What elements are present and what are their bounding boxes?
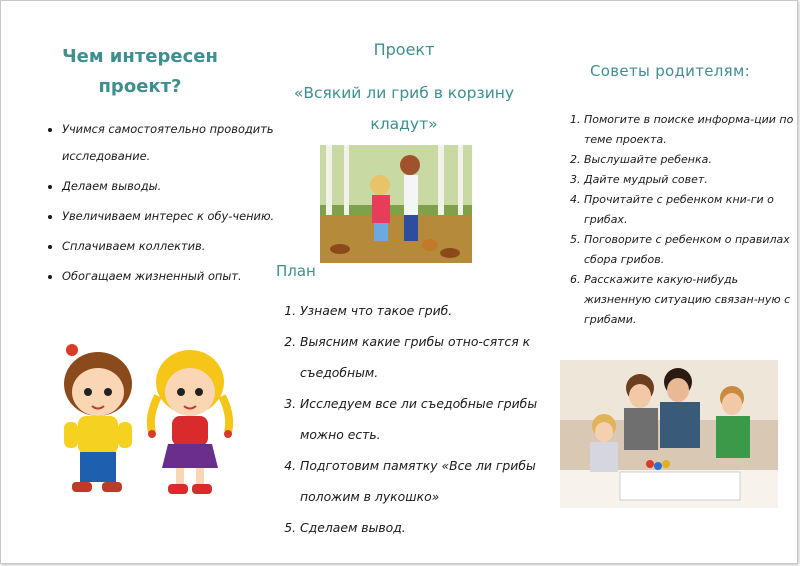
list-item: 4. Подготовим памятку «Все ли грибы положим в лукошко»: [300, 450, 550, 512]
list-item: 3. Исследуем все ли съедобные грибы можно есть.: [300, 388, 550, 450]
list-item: 1. Узнаем что такое гриб.: [300, 295, 550, 326]
parent-tips-title: Советы родителям:: [590, 62, 750, 80]
children-mushroom-forest-photo: [320, 145, 472, 263]
kids-cartoon-illustration: [50, 336, 240, 504]
list-item: • Учимся самостоятельно проводить исследование.: [62, 116, 280, 170]
project-benefits-list: [40, 116, 280, 293]
project-label: Проект: [373, 40, 435, 59]
left-column: [0, 0, 275, 566]
list-item: 6. Расскажите какую-нибудь жизненную ситуацию связан-ную с грибами.: [584, 270, 800, 330]
project-title: «Всякий ли гриб в корзину кладут»: [293, 84, 515, 133]
list-item: 1. Помогите в поиске информа-ции по теме проекта.: [584, 110, 800, 150]
list-item: 2. Выслушайте ребенка.: [584, 150, 800, 170]
list-item: 3. Дайте мудрый совет.: [584, 170, 800, 190]
list-item: 4. Прочитайте с ребенком кни-ги о грибах.: [584, 190, 800, 230]
list-item: • Делаем выводы.: [62, 173, 280, 200]
list-item: 2. Выясним какие грибы отно-сятся к съедобным.: [300, 326, 550, 388]
parent-tips-list: [556, 110, 800, 330]
list-item: • Обогащаем жизненный опыт.: [62, 263, 280, 290]
list-item: • Увеличиваем интерес к обу-чению.: [62, 203, 280, 230]
plan-title: План: [276, 262, 316, 280]
left-column-title: Чем интересен проект?: [62, 46, 218, 97]
list-item: 5. Сделаем вывод.: [300, 512, 550, 543]
family-drawing-photo: [560, 360, 778, 508]
middle-column: [268, 0, 540, 566]
right-column: [540, 0, 800, 566]
list-item: 5. Поговорите с ребенком о правилах сбора грибов.: [584, 230, 800, 270]
list-item: • Сплачиваем коллектив.: [62, 233, 280, 260]
girl-figure: [148, 350, 232, 494]
plan-list: [276, 295, 550, 543]
boy-figure: [64, 344, 132, 492]
